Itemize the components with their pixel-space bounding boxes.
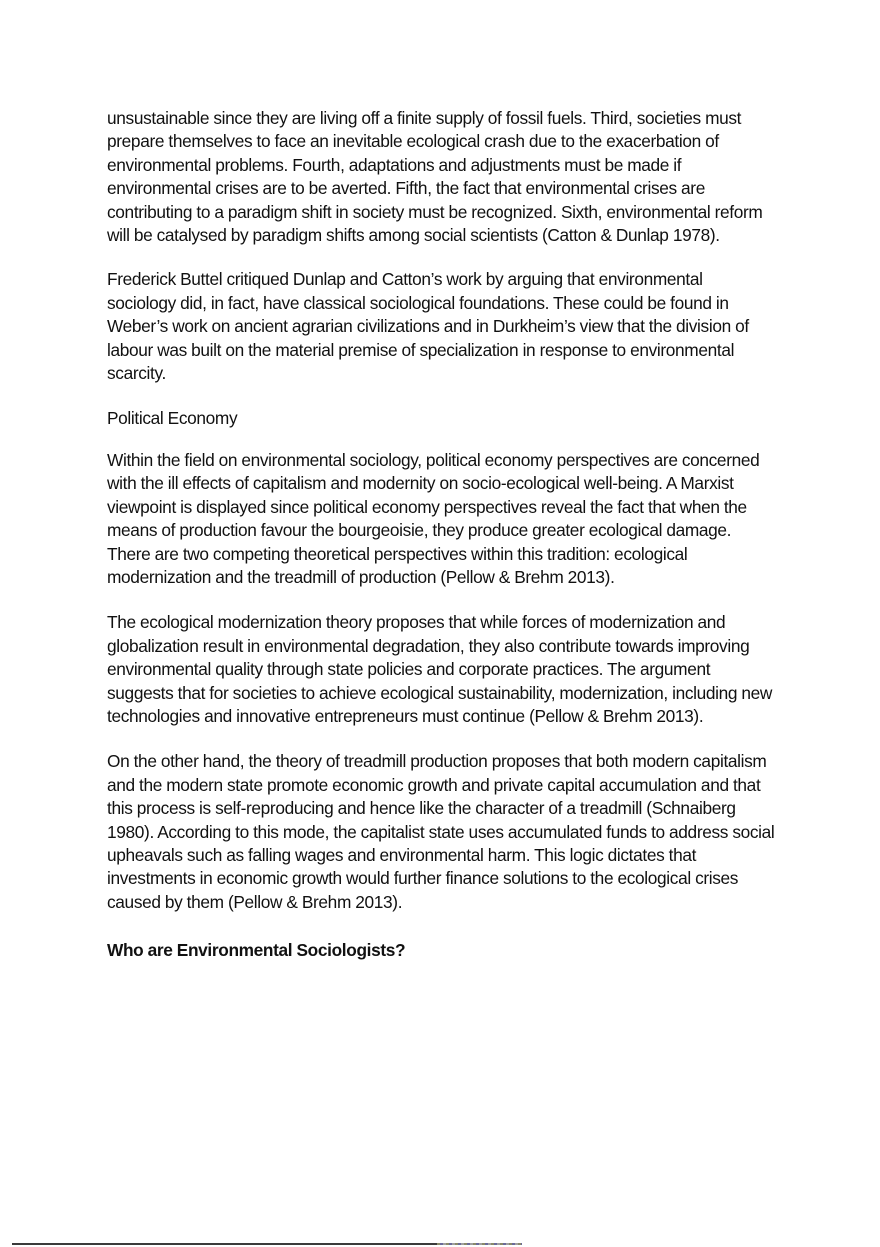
paragraph-catton-dunlap-principles: unsustainable since they are living off a finite supply of fossil fuels. Third, societies must prepare themselves to face an inevitable ecological crash due to the exacerbation of environmental problems. Fourth, adaptations and adjustments must be made if environmental crises are to be averted. Fifth, the fact that environmental crises are contributing to a paradigm shift in society must be recognized. Sixth, environmental reform will be catalysed by paradigm shifts among social scientists (Catton & Dunlap 1978). [107,108,763,246]
section-heading-political-economy: Political Economy [107,408,238,429]
paragraph-ecological-modernization: The ecological modernization theory proposes that while forces of modernization and globalization result in environmental degradation, they also contribute towards improving environmental quality through state policies and corporate practices. The argument suggests that for societies to achieve ecological sustainability, modernization, including new technologies and innovative entrepreneurs must continue (Pellow & Brehm 2013). [107,612,773,726]
paragraph-buttel-critique: Frederick Buttel critiqued Dunlap and Catton’s work by arguing that environmental sociology did, in fact, have classical sociological foundations. These could be found in Weber’s work on ancient agrarian civilizations and in Durkheim’s view that the division of labour was built on the material premise of specialization in response to environmental scarcity. [107,269,749,384]
page-bottom-rule-artifact [437,1243,522,1245]
paragraph-treadmill-production: On the other hand, the theory of treadmill production proposes that both modern capitalism and the modern state promote economic growth and private capital accumulation and that this process is self-reproducing and hence like the character of a treadmill (Schnaiberg 1980). According to this mode, the capitalist state uses accumulated funds to address social upheavals such as falling wages and environmental harm. This logic dictates that investments in economic growth would further finance solutions to the ecological crises caused by them (Pellow & Brehm 2013). [107,751,775,912]
paragraph-political-economy: Within the field on environmental sociology, political economy perspectives are concerned with the ill effects of capitalism and modernity on socio-ecological well-being. A Marxist viewpoint is displayed since political economy perspectives reveal the fact that when the means of production favour the bourgeoisie, they produce greater ecological damage. There are two competing theoretical perspectives within this tradition: ecological modernization and the treadmill of production (Pellow & Brehm 2013). [107,449,760,587]
document-page [107,107,775,963]
page-bottom-rule [12,1243,522,1245]
section-heading-who-are-environmental-sociologists: Who are Environmental Sociologists? [107,940,406,961]
